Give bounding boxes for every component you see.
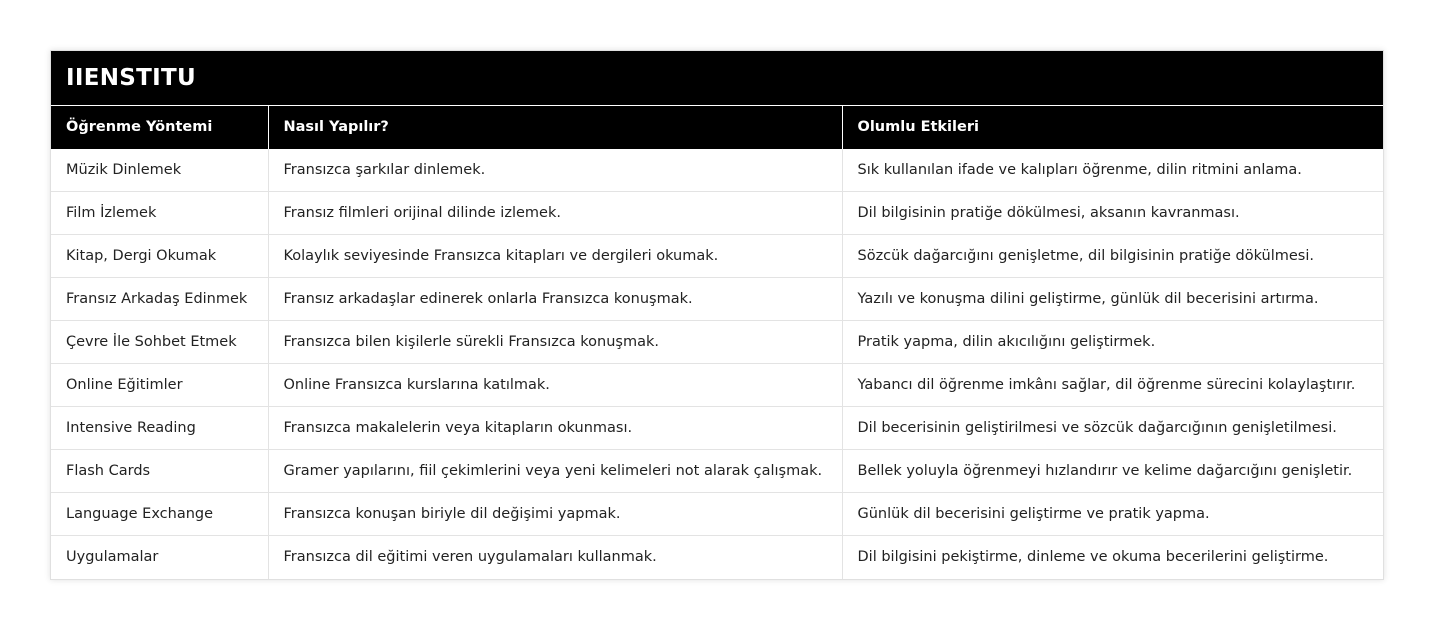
- cell-how: Gramer yapılarını, fiil çekimlerini veya yeni kelimeleri not alarak çalışmak.: [268, 450, 842, 493]
- column-header-how: Nasıl Yapılır?: [268, 106, 842, 149]
- cell-effects: Yabancı dil öğrenme imkânı sağlar, dil öğrenme sürecini kolaylaştırır.: [842, 364, 1383, 407]
- cell-effects: Sözcük dağarcığını genişletme, dil bilgisinin pratiğe dökülmesi.: [842, 235, 1383, 278]
- cell-effects: Dil bilgisinin pratiğe dökülmesi, aksanın kavranması.: [842, 192, 1383, 235]
- cell-how: Fransızca konuşan biriyle dil değişimi yapmak.: [268, 493, 842, 536]
- cell-method: Flash Cards: [51, 450, 268, 493]
- cell-method: Online Eğitimler: [51, 364, 268, 407]
- cell-how: Fransızca dil eğitimi veren uygulamaları kullanmak.: [268, 536, 842, 579]
- cell-effects: Yazılı ve konuşma dilini geliştirme, günlük dil becerisini artırma.: [842, 278, 1383, 321]
- table-row: [51, 450, 1383, 493]
- cell-method: Çevre İle Sohbet Etmek: [51, 321, 268, 364]
- cell-effects: Bellek yoluyla öğrenmeyi hızlandırır ve kelime dağarcığını genişletir.: [842, 450, 1383, 493]
- cell-effects: Dil becerisinin geliştirilmesi ve sözcük dağarcığının genişletilmesi.: [842, 407, 1383, 450]
- cell-method: Fransız Arkadaş Edinmek: [51, 278, 268, 321]
- table-row: [51, 278, 1383, 321]
- cell-method: Language Exchange: [51, 493, 268, 536]
- cell-how: Fransızca bilen kişilerle sürekli Fransızca konuşmak.: [268, 321, 842, 364]
- column-header-effects: Olumlu Etkileri: [842, 106, 1383, 149]
- cell-how: Fransızca şarkılar dinlemek.: [268, 149, 842, 192]
- cell-effects: Pratik yapma, dilin akıcılığını geliştirmek.: [842, 321, 1383, 364]
- table-title: IIENSTITU: [51, 51, 1383, 105]
- table-body: [51, 149, 1383, 579]
- table-row: [51, 235, 1383, 278]
- table-row: [51, 536, 1383, 579]
- table-row: [51, 321, 1383, 364]
- table-header: [51, 106, 1383, 149]
- cell-method: Müzik Dinlemek: [66, 161, 182, 178]
- cell-effects: Dil bilgisini pekiştirme, dinleme ve okuma becerilerini geliştirme.: [842, 536, 1383, 579]
- cell-method: Intensive Reading: [51, 407, 268, 450]
- cell-how: Kolaylık seviyesinde Fransızca kitapları ve dergileri okumak.: [268, 235, 842, 278]
- column-header-method: Öğrenme Yöntemi: [51, 106, 268, 149]
- cell-how: Fransız filmleri orijinal dilinde izlemek.: [268, 192, 842, 235]
- cell-method: Uygulamalar: [51, 536, 268, 579]
- table-row: [51, 407, 1383, 450]
- table-row: [51, 192, 1383, 235]
- cell-effects: Sık kullanılan ifade ve kalıpları öğrenme, dilin ritmini anlama.: [842, 149, 1383, 192]
- table-row: [51, 149, 1383, 192]
- cell-how: Online Fransızca kurslarına katılmak.: [268, 364, 842, 407]
- methods-table: [51, 105, 1383, 579]
- table-row: [51, 493, 1383, 536]
- table-row: [51, 364, 1383, 407]
- cell-how: Fransız arkadaşlar edinerek onlarla Fransızca konuşmak.: [268, 278, 842, 321]
- cell-effects: Günlük dil becerisini geliştirme ve pratik yapma.: [842, 493, 1383, 536]
- cell-method: Kitap, Dergi Okumak: [51, 235, 268, 278]
- data-table-card: [50, 50, 1384, 580]
- cell-how: Fransızca makalelerin veya kitapların okunması.: [268, 407, 842, 450]
- header-row: [51, 106, 1383, 149]
- cell-method: Film İzlemek: [51, 192, 268, 235]
